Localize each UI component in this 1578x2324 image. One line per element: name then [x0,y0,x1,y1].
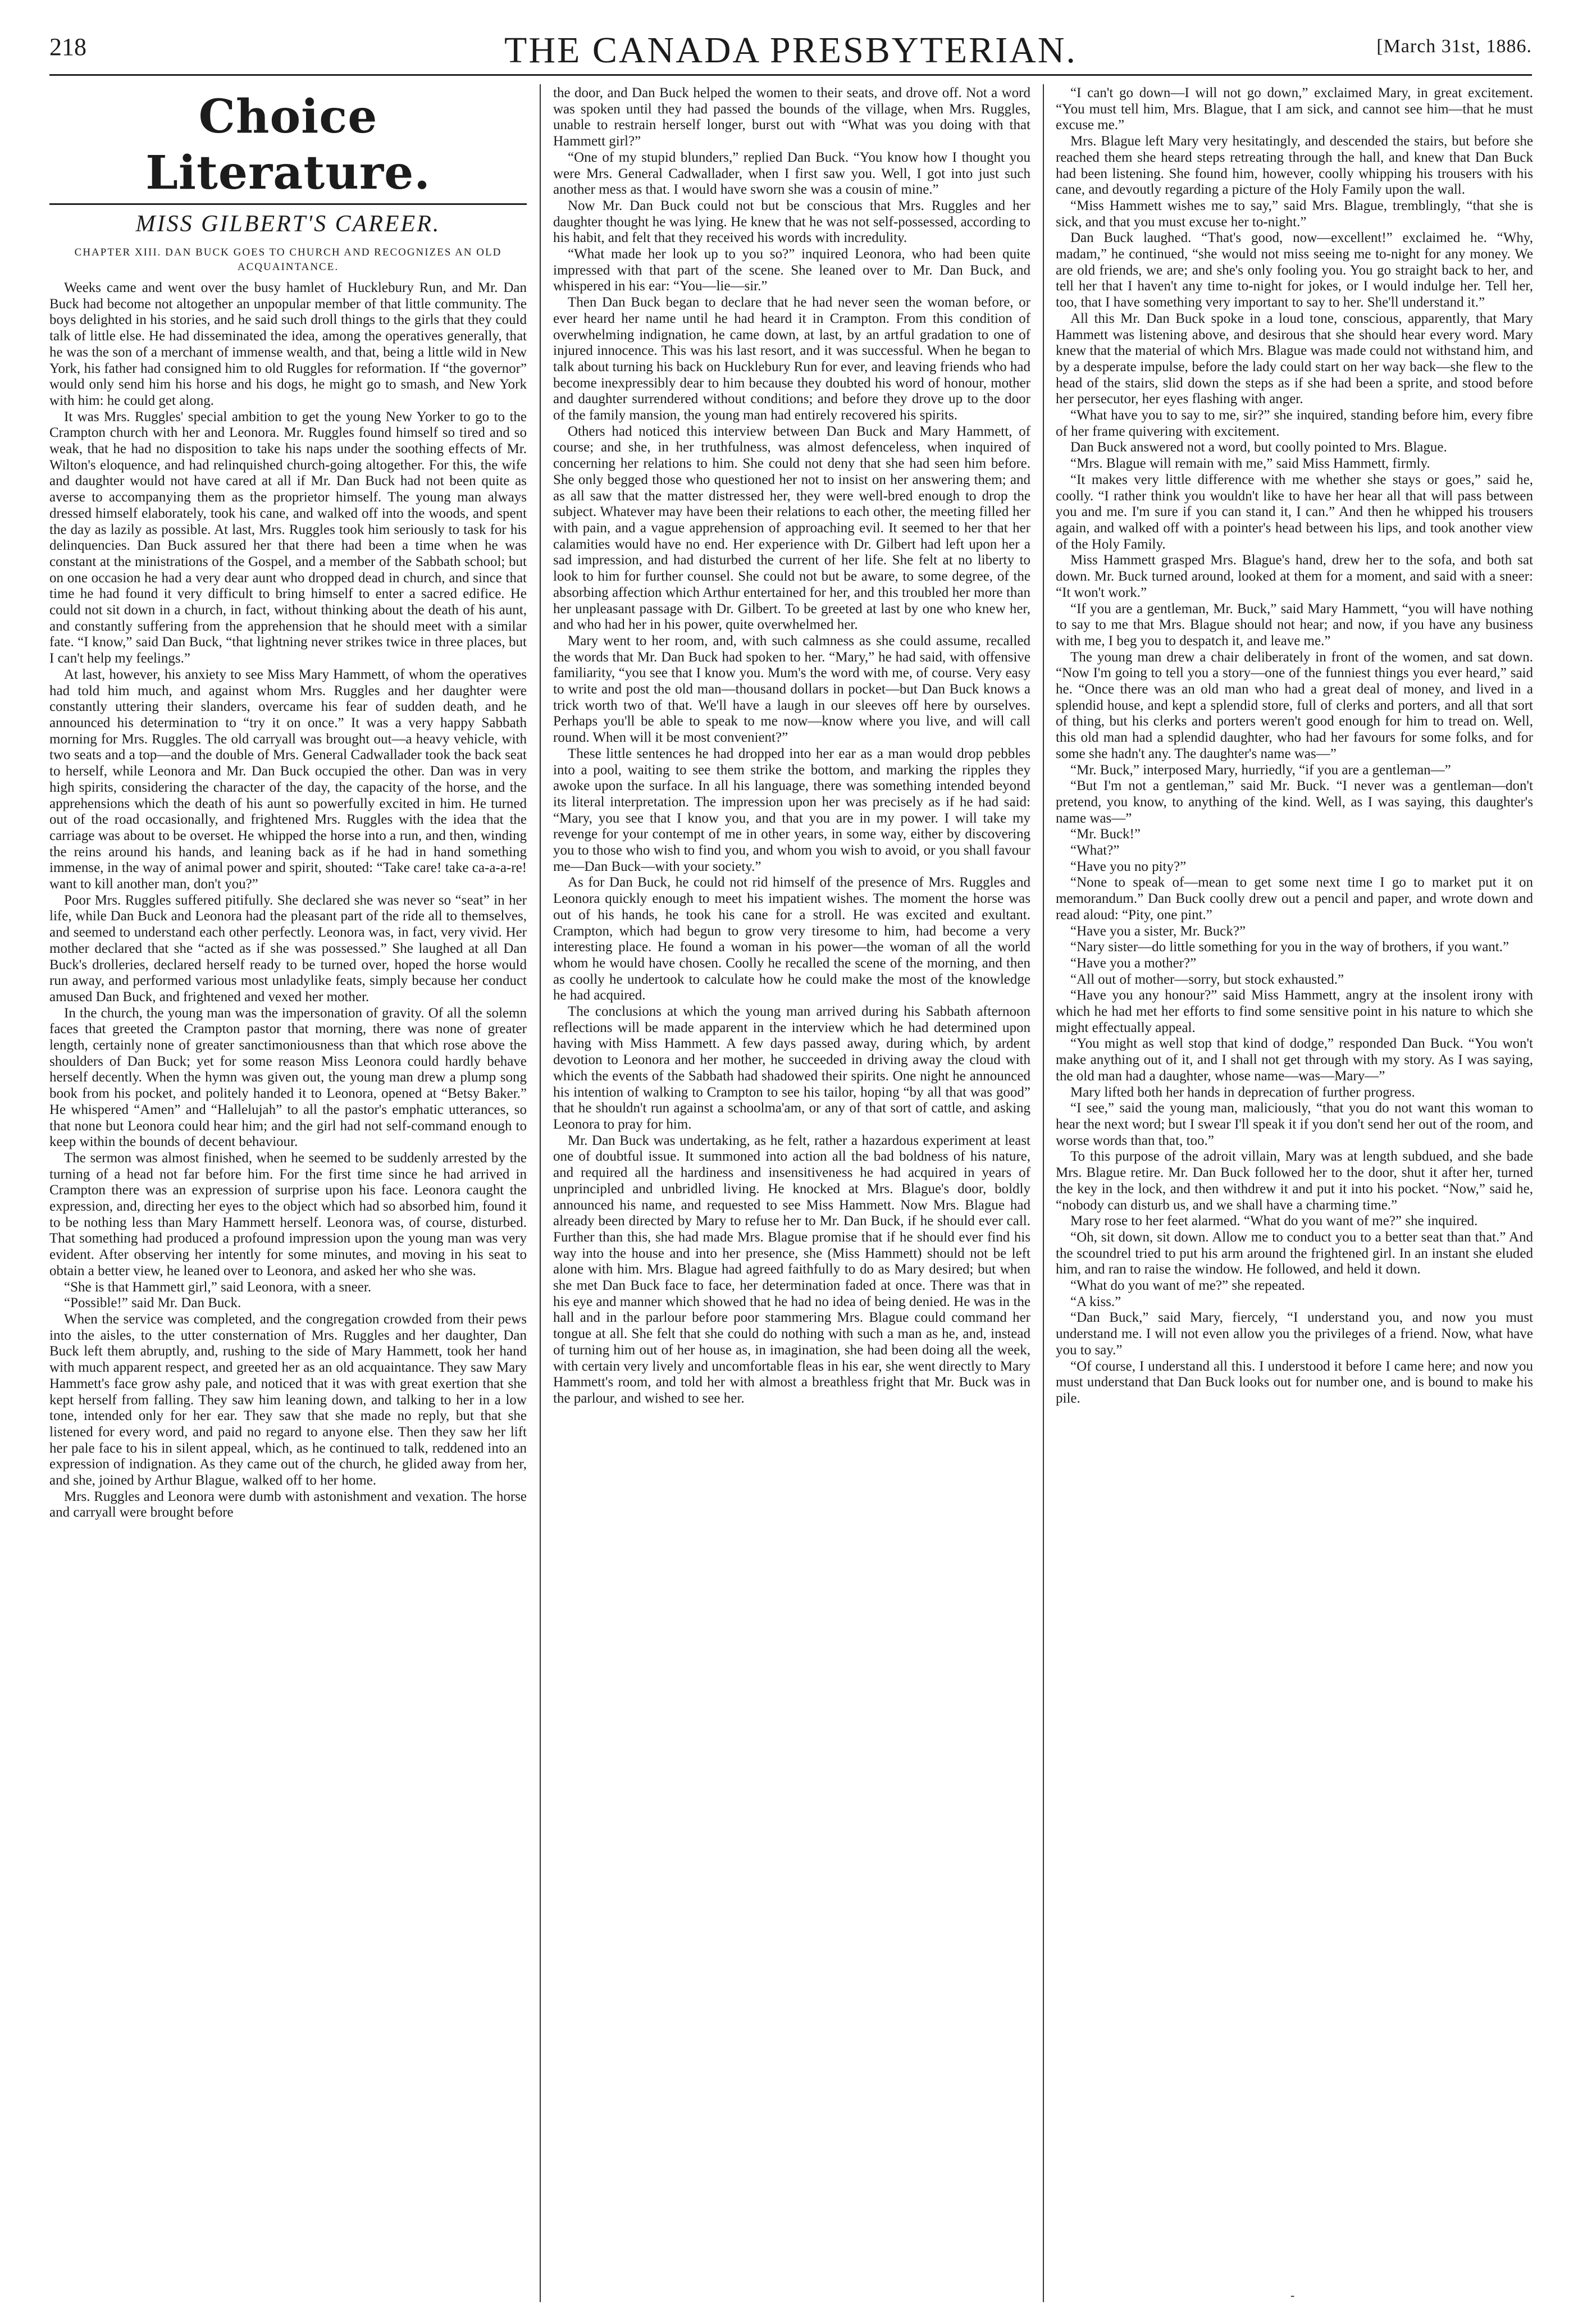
paragraph: “What?” [1070,843,1120,859]
paragraph: When the service was completed, and the congregation crowded from their pews into the aisles, to the utter consternation of Mrs. Ruggles and her daughter, Dan Buck left them abruptly, and, rushing to the side of Mary Hammett, took her hand with much apparent respect, and greeted her as an old acquaintance. They saw Mary Hammett's face grow ashy pale, and noticed that it was with great exertion that she kept herself from falling. They saw him leaning down, and talking to her in a low tone, intended only for her ear. They saw that she made no reply, but that she listened for every word, and paid no regard to anyone else. Then they saw her lift her pale face to his in silent appeal, which, as he continued to talk, reddened into an expression of indignation. As they came out of the church, he glided away from her, and she, joined by Arthur Blague, walked off to her home. [49,1312,527,1489]
paragraph: Mrs. Blague left Mary very hesitatingly, and descended the stairs, but before she reached them she heard steps retreating through the hall, and knew that Dan Buck had been listening. She found him, however, coolly whipping his trousers with his cane, and devoutly regarding a picture of the Holy Family upon the wall. [1056,134,1533,198]
column-divider [1043,84,1044,2302]
paragraph: The conclusions at which the young man arrived during his Sabbath afternoon reflections will be made apparent in the interview which he had determined upon having with Miss Hammett. A few days passed away, during which, by ardent devotion to Leonora and her mother, he succeeded in driving away the cloud with which the events of the Sabbath had shadowed their spirits. One night he announced his intention of walking to Crampton to see his tailor, hoping “by all that was good” that he shouldn't run against a schoolma'am, or any of that sort of cattle, and asking Leonora to pray for him. [553,1004,1030,1132]
newspaper-title: THE CANADA PRESBYTERIAN. [504,30,1077,71]
paragraph: Then Dan Buck began to declare that he had never seen the woman before, or ever heard her name until he had heard it in Crampton. From this condition of overwhelming indignation, he came down, at last, by an artful gradation to one of injured innocence. This was his last resort, and it was successful. When he began to talk about turning his back on Hucklebury Run for ever, and leaving friends who had become inexpressibly dear to him because they doubted his word of honour, mother and daughter surrendered without conditions; and before they drove up to the door of the family mansion, the young man had entirely recovered his spirits. [553,295,1030,423]
paragraph: “What have you to say to me, sir?” she inquired, standing before him, every fibre of her frame quivering with excitement. [1056,408,1533,439]
story-title: MISS GILBERT'S CAREER. [135,211,441,237]
paragraph: “Miss Hammett wishes me to say,” said Mrs. Blague, tremblingly, “that she is sick, and that you must excuse her to-night.” [1056,198,1533,230]
paragraph: “Have you a mother?” [1070,955,1197,971]
paragraph: “What do you want of me?” she repeated. [1070,1278,1305,1294]
paragraph: “Nary sister—do little something for you in the way of brothers, if you want.” [1070,939,1509,955]
paragraph: “I see,” said the young man, maliciously, “that you do not want this woman to hear the next word; but I swear I'll speak it if you don't send her out of the room, and worse words than that, too.” [1056,1101,1533,1148]
masthead [49,28,1532,73]
paragraph: Others had noticed this interview between Dan Buck and Mary Hammett, of course; and she, in her truthfulness, was almost defenceless, when inquired of concerning her relations to him. She could not deny that she had seen him before. She only begged those who questioned her not to insist on her answering them; and as all saw that the matter distressed her, they were well-bred enough to drop the subject. Whatever may have been their relations to each other, the meeting filled her with pain, and a vague apprehension of approaching evil. It seemed to her that her calamities would have no end. Her experience with Dr. Gilbert had left upon her a sad impression, and had disturbed the current of her life. She felt at no liberty to look to him for further counsel. She could not but be aware, to some degree, of the absorbing affection which Arthur entertained for her, and this troubled her more than her unpleasant passage with Dr. Gilbert. To be greeted at last by one who knew her, and who had her in his power, quite overwhelmed her. [553,423,1030,633]
paragraph: “Mr. Buck,” interposed Mary, hurriedly, “if you are a gentleman—” [1070,762,1451,778]
paragraph: The young man drew a chair deliberately in front of the women, and sat down. “Now I'm going to tell you a story—one of the funniest things you ever heard,” said he. “Once there was an old man who had a great deal of money, and lived in a splendid house, and kept a splendid store, full of clerks and porters, and all that sort of thing, but his clerks and porters weren't good enough for him to tread on. Well, this old man had a splendid daughter, who had her favours for some folks, and for some she hadn't any. The daughter's name was—” [1056,649,1533,761]
paragraph: “Of course, I understand all this. I understood it before I came here; and now you must understand that Dan Buck looks out for number one, and is bound to make his pile. [1056,1358,1533,1406]
paragraph: “Mr. Buck!” [1070,827,1141,842]
column-divider [540,84,541,2302]
column-body [553,85,1030,1407]
paragraph: These little sentences he had dropped into her ear as a man would drop pebbles into a pool, waiting to see them strike the bottom, and marking the ripples they awoke upon the surface. In all his language, there was something intended beyond its literal interpretation. The impression upon her was precisely as if he had said: “Mary, you see that I know you, and that you are in my power. I will take my revenge for your contempt of me in other years, in some way, either by discovering you to those who wish to find you, and whom you wish to avoid, or you shall favour me—Dan Buck—with your society.” [553,746,1030,874]
paragraph: “What made her look up to you so?” inquired Leonora, who had been quite impressed with that part of the scene. She leaned over to Mr. Dan Buck, and whispered in his ear: “You—lie—sir.” [553,246,1030,294]
paragraph: Mary went to her room, and, with such calmness as she could assume, recalled the words that Mr. Dan Buck had spoken to her. “Mary,” he had said, with offensive familiarity, “you see that I know you. Mum's the word with me, of course. Very easy to write and post the old man—thousand dollars in pocket—but Dan Buck knows a trick worth two of that. We'll have a laugh in our sleeves off here by ourselves. Perhaps you'll be able to speak to me now—know where you live, and will call round. When will it be most convenient?” [553,633,1030,746]
paragraph: Mary lifted both her hands in deprecation of further progress. [1070,1084,1415,1100]
paragraph: “Have you no pity?” [1070,859,1187,874]
paragraph: To this purpose of the adroit villain, Mary was at length subdued, and she bade Mrs. Blague retire. Mr. Dan Buck followed her to the door, shut it after her, turned the key in the lock, and then withdrew it and put it into his pocket. “Now,” said he, “nobody can disturb us, and we shall have a charming time.” [1056,1149,1533,1213]
paragraph: Dan Buck laughed. “That's good, now—excellent!” exclaimed he. “Why, madam,” he continued, “she would not miss seeing me to-night for any money. We are old friends, we are; and she's only fooling you. You go straight back to her, and tell her that I haven't any time to-night for jokes, or I would indulge her. Tell her, too, that I have something very important to say to her. She'll understand it.” [1056,230,1533,311]
paragraph: As for Dan Buck, he could not rid himself of the presence of Mrs. Ruggles and Leonora quickly enough to meet his impatient wishes. The moment the horse was out of his hands, he took his cane for a stroll. He was excited and exultant. Crampton, which had begun to grow very tiresome to him, had become a very interesting place. He found a woman in his power—the woman of all the world whom he would have chosen. Coolly he recalled the scene of the morning, and then as coolly he undertook to calculate how he could make the most of the knowledge he had acquired. [553,875,1030,1003]
paragraph: Mary rose to her feet alarmed. “What do you want of me?” she inquired. [1070,1213,1478,1229]
column-2 [553,85,1030,2298]
paragraph: “It makes very little difference with me whether she stays or goes,” said he, coolly. “I rather think you wouldn't like to have her hear all that will pass between you and me. I'm sure if you can stand it, I can.” And then he whipped his trousers again, and walked off with a pointer's head between his lips, and took another view of the Holy Family. [1056,472,1533,552]
paragraph: “A kiss.” [1070,1294,1121,1309]
paragraph: “Oh, sit down, sit down. Allow me to conduct you to a better seat than that.” And the scoundrel tried to put his arm around the frightened girl. In an instant she eluded him, and ran to raise the window. He followed, and held it down. [1056,1229,1533,1277]
paragraph: “If you are a gentleman, Mr. Buck,” said Mary Hammett, “you will have nothing to say to me that Mrs. Blague should not hear; and now, if you have any business with me, I beg you to despatch it, and leave me.” [1056,601,1533,649]
paragraph: Mrs. Ruggles and Leonora were dumb with astonishment and vexation. The horse and carryall were brought before [49,1489,527,1521]
page-number: 218 [49,33,86,61]
paragraph: “All out of mother—sorry, but stock exhausted.” [1070,971,1344,987]
paragraph: “You might as well stop that kind of dodge,” responded Dan Buck. “You won't make anything out of it, and I shall not get through with my story. As I was saying, the old man had a daughter, whose name—was—Mary—” [1056,1036,1533,1084]
issue-date: [March 31st, 1886. [1376,36,1532,57]
paragraph: All this Mr. Dan Buck spoke in a loud tone, conscious, apparently, that Mary Hammett was listening above, and desirous that she should hear every word. Mary knew that the material of which Mrs. Blague was made could not withstand him, and by a desperate impulse, before the lady could start on her way back—she flew to the head of the stairs, slid down the steps as if she had been a sprite, and stood before her persecutor, her eyes flashing with anger. [1056,311,1533,407]
paragraph: “Dan Buck,” said Mary, fiercely, “I understand you, and now you must understand me. I will not even allow you the privileges of a friend. Now, what have you to say.” [1056,1310,1533,1358]
paragraph: At last, however, his anxiety to see Miss Mary Hammett, of whom the operatives had told him much, and against whom Mrs. Ruggles and her daughter were constantly uttering their slanders, overcame his fear of sudden death, and he announced his determination to “try it on once.” It was a very happy Sabbath morning for Mrs. Ruggles. The old carryall was brought out—a heavy vehicle, with two seats and a top—and the double of Mrs. General Cadwallader took the back seat to herself, while Leonora and Mr. Dan Buck occupied the other. Dan was in very high spirits, considering the character of the day, the capacity of the horse, and the apprehensions which the death of his aunt so powerfully excited in him. He turned out of the road occasionally, and frightened Mrs. Ruggles with the idea that the carriage was about to be overset. He whipped the horse into a run, and then, winding the reins around his hands, and leaning back as if he had in hand something immense, in the way of animal power and spirit, shouted: “Take care! take ca-a-a-re! want to kill another man, don't you?” [49,666,527,892]
paragraph: The sermon was almost finished, when he seemed to be suddenly arrested by the turning of a head not far before him. For the first time since he had arrived in Crampton there was an expression of surprise upon his face. Leonora caught the expression, and, directing her eyes to the object which had so absorbed him, found it to be nothing less than Mary Hammett herself. Leonora was, of course, disturbed. That something had produced a profound impression upon the young man was very evident. After observing her intently for some minutes, and moving in his seat to obtain a better view, he leaned over to Leonora, and asked her who she was. [49,1150,527,1279]
column-body [49,280,527,1521]
paragraph: “Possible!” said Mr. Dan Buck. [64,1295,241,1311]
section-rule [49,203,527,205]
paragraph: “Have you a sister, Mr. Buck?” [1070,923,1246,939]
paragraph: “Have you any honour?” said Miss Hammett, angry at the insolent irony with which he had met her efforts to find some sensitive point in his nature to which she might effectually appeal. [1056,988,1533,1035]
paragraph: “Mrs. Blague will remain with me,” said Miss Hammett, firmly. [1070,456,1430,472]
paragraph: Now Mr. Dan Buck could not but be conscious that Mrs. Ruggles and her daughter thought he was lying. He knew that he was not self-possessed, according to his habit, and felt that they received his words with incredulity. [553,198,1030,246]
paragraph: It was Mrs. Ruggles' special ambition to get the young New Yorker to go to the Crampton church with her and Leonora. Mr. Ruggles found himself so tired and so weak, that he had no disposition to take his naps under the soothing effects of Mr. Wilton's eloquence, and had relinquished church-going altogether. For this, the wife and daughter would not have cared at all if Mr. Dan Buck had not been quite as averse to accompanying them as the proprietor himself. The young man always dressed himself elaborately, took his cane, and walked off into the woods, and spent the day as lazily as possible. At last, Mrs. Ruggles took him seriously to task for his delinquencies. Dan Buck assured her that there had been a time when he was constant at the ministrations of the Gospel, and a member of the Sabbath school; but on one occasion he had a very dear aunt who dropped dead in church, and since that time he had found it very difficult to bring himself to enter a sacred edifice. He could not sit down in a church, in fact, without thinking about the death of his aunt, and constantly suffering from the apprehension that he should meet with a similar fate. “I know,” said Dan Buck, “that lightning never strikes twice in three places, but I can't help my feelings.” [49,409,527,666]
paragraph: Weeks came and went over the busy hamlet of Hucklebury Run, and Mr. Dan Buck had become not altogether an unpopular member of that little community. The boys delighted in his stories, and he said such droll things to the girls that they could talk of little else. He had disseminated the idea, among the operatives generally, that he was the son of a merchant of immense wealth, and that, being a little wild in New York, his father had consigned him to old Ruggles for reformation. If “the governor” would only send him his horse and his dogs, he might go to smash, and New York with him: he could get along. [49,280,527,408]
paragraph: In the church, the young man was the impersonation of gravity. Of all the solemn faces that greeted the Crampton pastor that morning, there was none of greater length, certainly none of greater sanctimoniousness than that which rose above the shoulders of Dan Buck; yet for some reason Miss Leonora could hardly behave herself decently. When the hymn was given out, the young man drew a plump song book from his pocket, and politely handed it to Leonora, opened at “Betsy Baker.” He whispered “Amen” and “Hallelujah” to all the pastor's emphatic utterances, so that none but Leonora could hear him; and the girl had not self-command enough to keep within the bounds of decent behaviour. [49,1005,527,1150]
paragraph: Miss Hammett grasped Mrs. Blague's hand, drew her to the sofa, and both sat down. Mr. Buck turned around, looked at them for a moment, and said with a sneer: “It won't work.” [1056,553,1533,600]
chapter-heading: CHAPTER XIII. DAN BUCK GOES TO CHURCH AND RECOGNIZES AN OLD ACQUAINTANCE. [74,246,502,273]
masthead-rule [49,74,1532,76]
column-3 [1056,85,1533,2298]
paragraph: Dan Buck answered not a word, but coolly pointed to Mrs. Blague. [1070,440,1447,455]
paragraph: “She is that Hammett girl,” said Leonora, with a sneer. [64,1279,372,1295]
column-1 [49,85,527,2298]
section-title: Choice Literature. [145,90,431,200]
paragraph: Mr. Dan Buck was undertaking, as he felt, rather a hazardous experiment at least one of doubtful issue. It summoned into action all the bad boldness of his nature, and required all the hardiness and insensitiveness he had acquired in years of unprincipled and unbridled living. He knocked at Mrs. Blague's door, boldly announced his name, and requested to see Miss Hammett. Now Mrs. Blague had already been directed by Mary to refuse her to Mr. Dan Buck, if he should ever call. Further than this, she had made Mrs. Blague promise that if he should ever find his way into the house and into her presence, she (Miss Hammett) should not be left alone with him. Mrs. Blague had agreed faithfully to do as Mary desired; but when she met Dan Buck face to face, her determination faded at once. There was that in his eye and manner which showed that he had no idea of being denied. He was in the hall and in the parlour before poor stammering Mrs. Blague could command her tongue at all. She felt that she could do nothing with such a man as he, and, instead of turning him out of her house as, in imagination, she had been doing all the week, with certain very lively and uncomfortable fleas in his ear, she went directly to Mary Hammett's room, and told her with almost a breathless fright that Mr. Buck was in the parlour, and wished to see her. [553,1133,1030,1406]
paragraph: the door, and Dan Buck helped the women to their seats, and drove off. Not a word was spoken until they had passed the bounds of the village, when Mrs. Ruggles, unable to restrain herself longer, burst out with “What was you doing with that Hammett girl?” [553,85,1030,149]
paragraph: “None to speak of—mean to get some next time I go to market put it on memorandum.” Dan Buck coolly drew out a pencil and paper, and wrote down and read aloud: “Pity, one pint.” [1056,875,1533,923]
page-footer-mark: - [1290,2288,1295,2302]
paragraph: “I can't go down—I will not go down,” exclaimed Mary, in great excitement. “You must tell him, Mrs. Blague, that I am sick, and cannot see him—that he must excuse me.” [1056,85,1533,133]
paragraph: Poor Mrs. Ruggles suffered pitifully. She declared she was never so “seat” in her life, while Dan Buck and Leonora had the pleasant part of the ride all to themselves, and seemed to understand each other perfectly. Leonora was, in fact, very vivid. Her mother declared that she “acted as if she was possessed.” She laughed at all Dan Buck's drolleries, declared herself ready to be turned over, hoped the horse would run away, and performed various most unladylike feats, simply because her conduct amused Dan Buck, and frightened and vexed her mother. [49,892,527,1005]
column-body [1056,85,1533,1407]
paragraph: “One of my stupid blunders,” replied Dan Buck. “You know how I thought you were Mrs. General Cadwallader, when I first saw you. Well, I got into just such another mess as that. I would have sworn she was a cousin of mine.” [553,149,1030,198]
paragraph: “But I'm not a gentleman,” said Mr. Buck. “I never was a gentleman—don't pretend, you know, to anything of the kind. Well, as I was saying, this daughter's name was—” [1056,778,1533,826]
